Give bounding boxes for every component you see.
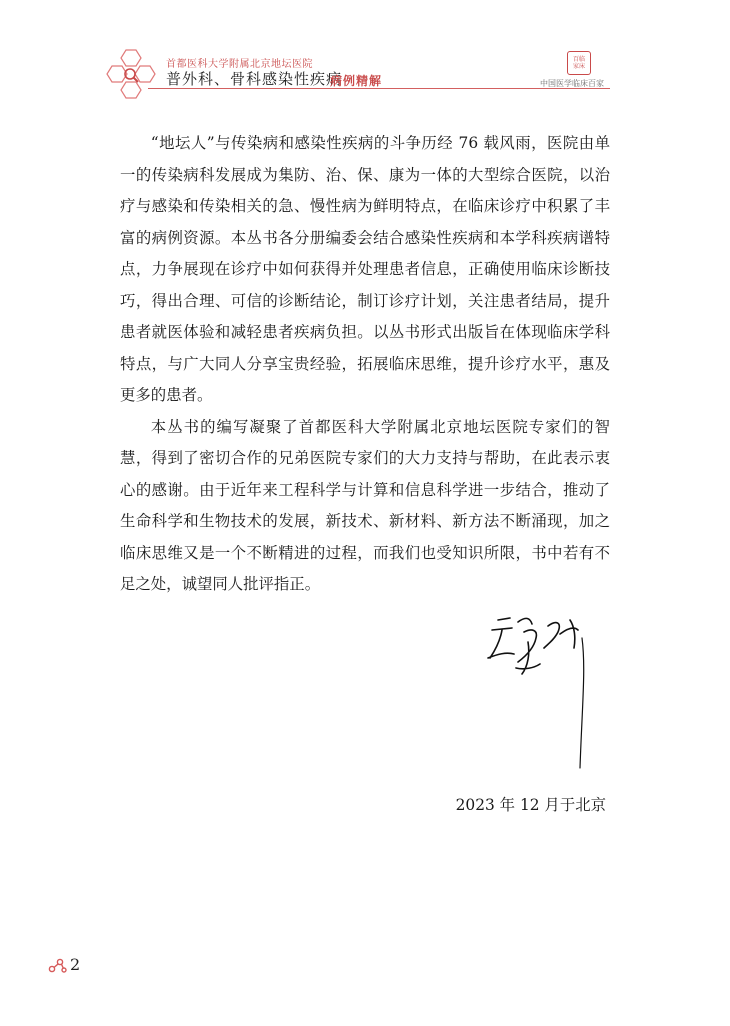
molecule-icon xyxy=(48,956,68,974)
paragraph: “地坛人”与传染病和感染性疾病的斗争历经 76 载风雨，医院由单一的传染病科发展成为集防、治、保、康为一体的大型综合医院，以治疗与感染和传染相关的急、慢性病为鲜明特点，在临床诊疗中积累了丰富的病例资源。本丛书各分册编委会结合感染性疾病和本学科疾病谱特点，力争展现在诊疗中如何获得并处理患者信息，正确使用临床诊断技巧，得出合理、可信的诊断结论，制订诊疗计划，关注患者结局，提升患者就医体验和减轻患者疾病负担。以丛书形式出版旨在体现临床学科特点，与广大同人分享宝贵经验，拓展临床思维，提升诊疗水平，惠及更多的患者。 xyxy=(120,134,610,404)
page-number: 2 xyxy=(70,955,81,974)
hexagon-magnifier-icon xyxy=(104,48,164,102)
seal-text-bottom: 家床 xyxy=(572,63,585,70)
series-title: 普外科、骨科感染性疾病 xyxy=(166,70,343,88)
page-header xyxy=(0,0,730,110)
brand-seal-logo xyxy=(567,51,591,75)
hospital-name: 首都医科大学附属北京地坛医院 xyxy=(166,59,313,70)
seal-text-top: 百临 xyxy=(572,56,585,63)
preface-body xyxy=(120,128,610,601)
paragraph: 本丛书的编写凝聚了首都医科大学附属北京地坛医院专家们的智慧，得到了密切合作的兄弟医院专家们的大力支持与帮助，在此表示衷心的感谢。由于近年来工程科学与计算和信息科学进一步结合，推动了生命科学和生物技术的发展，新技术、新材料、新方法不断涌现，加之临床思维又是一个不断精进的过程，而我们也受知识所限，书中若有不足之处，诚望同人批评指正。 xyxy=(120,417,610,593)
series-subtitle: 病例精解 xyxy=(330,74,383,88)
handwritten-signature-icon xyxy=(478,608,608,778)
brand-name: 中国医学临床百家 xyxy=(540,79,604,88)
date-place: 2023 年 12 月于北京 xyxy=(455,796,606,814)
